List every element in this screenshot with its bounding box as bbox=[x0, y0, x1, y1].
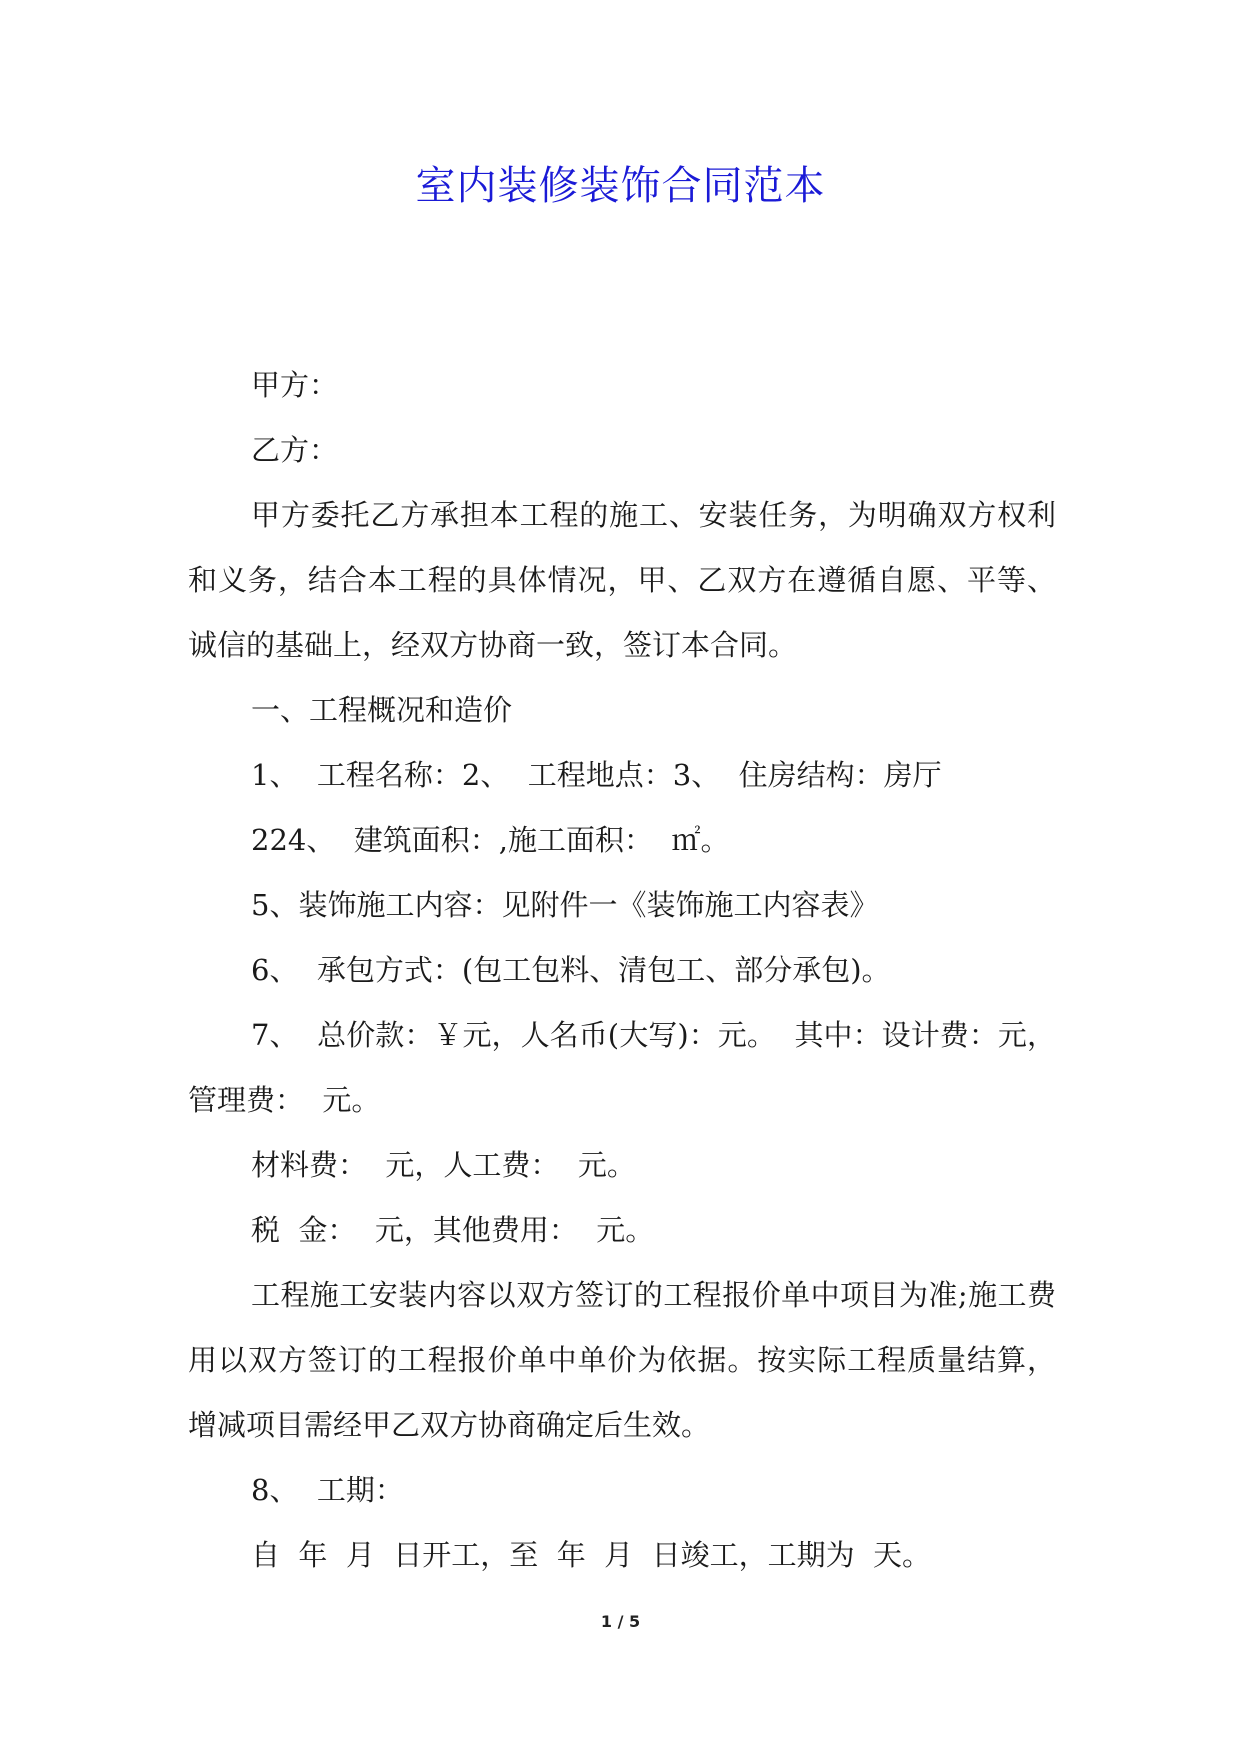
material-labor-fee-line: 材料费： 元，人工费： 元。 bbox=[251, 1148, 636, 1182]
section-heading-project-overview: 一、工程概况和造价 bbox=[251, 693, 513, 727]
document-body bbox=[188, 353, 1056, 1588]
contract-method-line: 6、 承包方式：(包工包料、清包工、部分承包)。 bbox=[251, 953, 891, 987]
decoration-content-line: 5、装饰施工内容：见附件一《装饰施工内容表》 bbox=[251, 888, 879, 922]
project-name-location-structure: 1、 工程名称：2、 工程地点：3、 住房结构：房厅 bbox=[251, 758, 942, 792]
total-price-line: 7、 总价款：￥元，人名币(大写)：元。 其中：设计费：元，管理费： 元。 bbox=[188, 1018, 1056, 1117]
settlement-terms: 工程施工安装内容以双方签订的工程报价单中项目为准;施工费用以双方签订的工程报价单中单价为依据。按实际工程质量结算，增减项目需经甲乙双方协商确定后生效。 bbox=[188, 1278, 1056, 1442]
contract-preamble: 甲方委托乙方承担本工程的施工、安装任务，为明确双方权利和义务，结合本工程的具体情况，甲、乙双方在遵循自愿、平等、诚信的基础上，经双方协商一致，签订本合同。 bbox=[188, 498, 1056, 662]
construction-period-heading: 8、 工期： bbox=[251, 1473, 404, 1507]
document-title: 室内装修装饰合同范本 bbox=[415, 163, 826, 209]
party-b-line: 乙方： bbox=[251, 433, 339, 467]
building-area-line: 224、 建筑面积：,施工面积： ㎡。 bbox=[251, 823, 730, 857]
construction-period-dates: 自 年 月 日开工，至 年 月 日竣工，工期为 天。 bbox=[251, 1538, 932, 1572]
party-a-line: 甲方： bbox=[251, 368, 339, 402]
tax-other-fee-line: 税 金： 元，其他费用： 元。 bbox=[251, 1213, 655, 1247]
page-number: 1 / 5 bbox=[600, 1612, 641, 1631]
